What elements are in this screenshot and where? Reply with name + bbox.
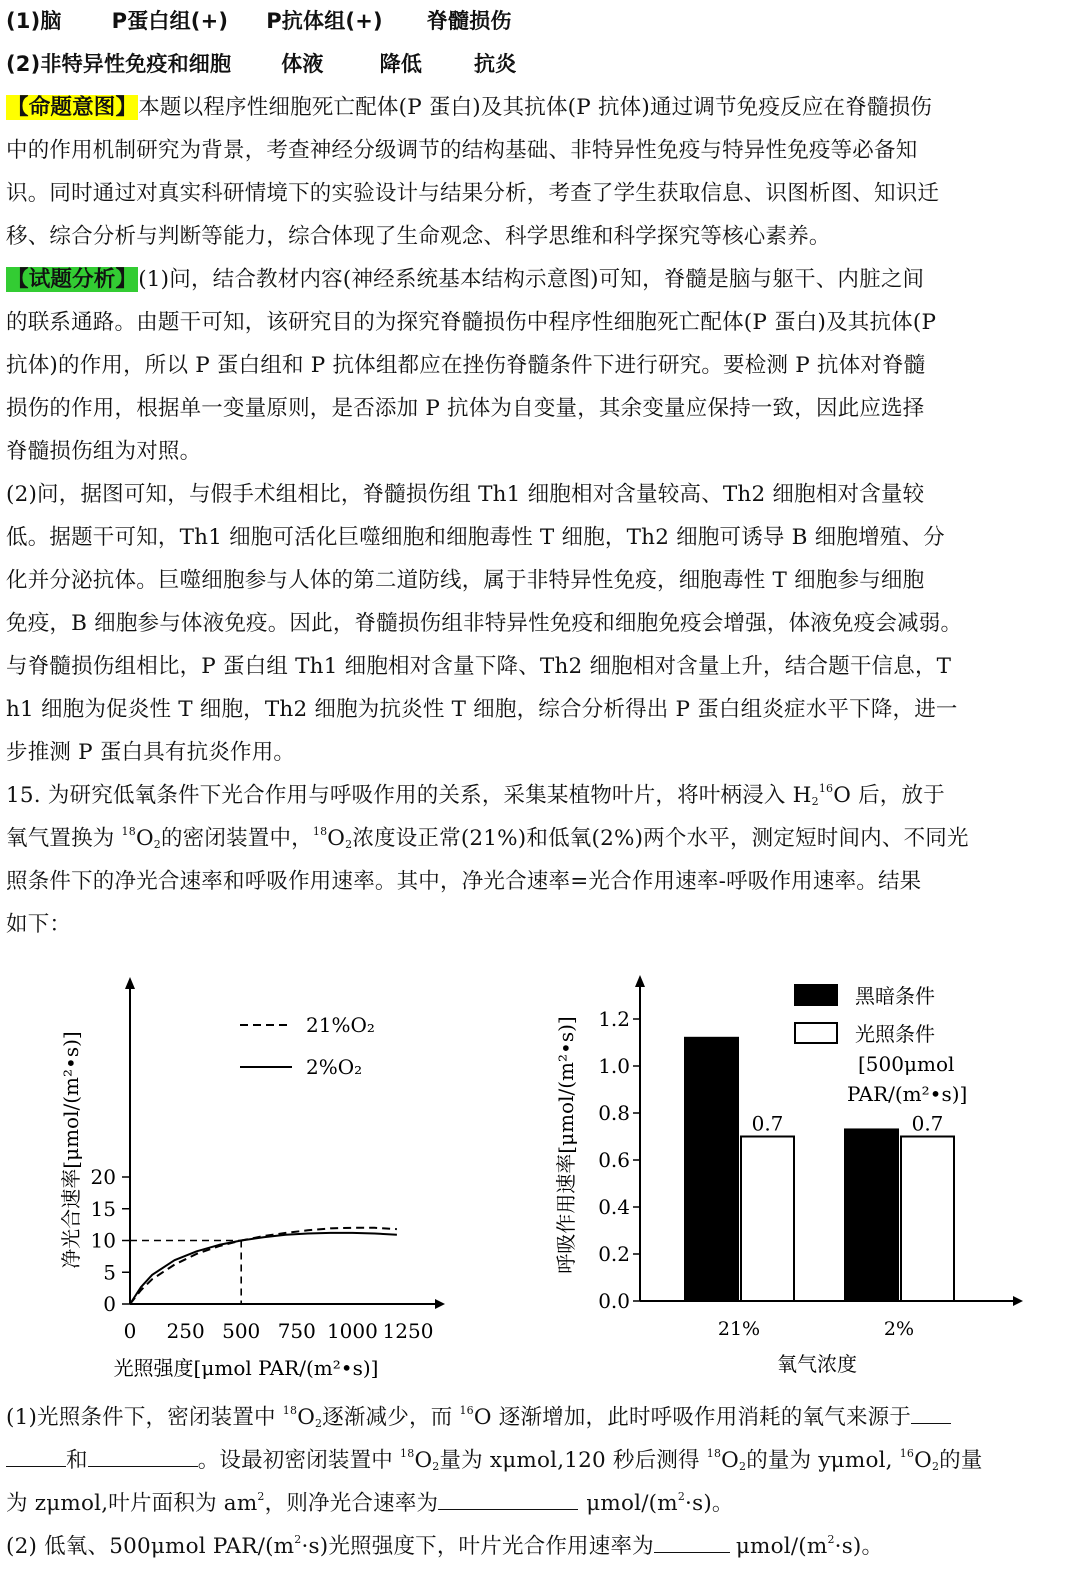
- q-text: O 后，放于: [833, 783, 945, 808]
- analysis-line-12: 步推测 P 蛋白具有抗炎作用。: [6, 740, 296, 765]
- answer-2-c: 抗炎: [474, 52, 517, 76]
- analysis-line-9: 免疫，B 细胞参与体液免疫。因此，脊髓损伤组非特异性免疫和细胞免疫会增强，体液免疫会减弱。: [6, 611, 963, 636]
- bar-2-2: [901, 1137, 954, 1302]
- y-axis-arrow: [125, 977, 135, 989]
- bar-2-1: [741, 1137, 794, 1302]
- net-photosynthesis-line-chart: [40, 965, 460, 1390]
- legend-note-1: [500μmol: [858, 1052, 955, 1076]
- answer-2-prefix: (2)非特异性免疫和细胞: [6, 52, 232, 76]
- question-line-3: 照条件下的净光合速率和呼吸作用速率。其中，净光合速率=光合作用速率-呼吸作用速率。结果: [6, 869, 922, 894]
- intent-line-4: 移、综合分析与判断等能力，综合体现了生命观念、科学思维和科学探究等核心素养。: [6, 224, 831, 249]
- x-tick-label: 1000: [326, 1319, 378, 1343]
- q-sup: 18: [121, 825, 136, 838]
- y-tick-label: 10: [90, 1228, 116, 1253]
- y-axis-arrow: [635, 975, 645, 987]
- subq-1-line-3: [6, 1482, 734, 1525]
- y-tick-label: 0.2: [598, 1242, 630, 1266]
- x-tick-label: 250: [166, 1319, 205, 1343]
- subq-sup: 18: [400, 1447, 415, 1460]
- intent-line-2: 中的作用机制研究为背景，考查神经分级调节的结构基础、非特异性免疫与特异性免疫等必备知: [6, 138, 918, 163]
- subq-text: O: [414, 1448, 433, 1473]
- subq-text: 逐渐减少，而: [322, 1405, 460, 1430]
- answer-line-2: [6, 43, 516, 86]
- answer-line-1: [6, 0, 512, 43]
- y-axis-label: 净光合速率[μmol/(m²•s)]: [59, 1031, 83, 1269]
- subq-text: 为 zμmol,叶片面积为 am: [6, 1491, 258, 1516]
- y-tick-label: 15: [90, 1196, 116, 1221]
- y-tick-label: 0.8: [598, 1101, 630, 1125]
- subq-text: (2) 低氧、500μmol PAR/(m: [6, 1534, 295, 1559]
- subq-sup: 18: [706, 1447, 722, 1460]
- subq-text: ，则净光合速率为: [264, 1491, 439, 1516]
- analysis-line-5: 脊髓损伤组为对照。: [6, 439, 202, 464]
- q-sub: 2: [153, 838, 161, 851]
- analysis-line-3: 抗体)的作用，所以 P 蛋白组和 P 抗体组都应在挫伤脊髓条件下进行研究。要检测 P 抗体对脊髓: [6, 353, 926, 378]
- subq-sub: 2: [739, 1460, 747, 1473]
- analysis-line-10: 与脊髓损伤组相比，P 蛋白组 Th1 细胞相对含量下降、Th2 细胞相对含量上升，结合题干信息，T: [6, 654, 952, 679]
- subq-1-line-2: [6, 1439, 983, 1482]
- subq-sub: 2: [931, 1460, 940, 1473]
- q-sub: 2: [345, 838, 353, 851]
- data-label: 0.7: [751, 1111, 784, 1136]
- q-sub: 2: [811, 795, 819, 808]
- subq-sub: 2: [432, 1460, 440, 1473]
- answer-1-b: P抗体组(+): [266, 9, 383, 33]
- y-tick-label: 20: [90, 1165, 116, 1189]
- subq-text: 。设最初密闭装置中: [197, 1448, 401, 1473]
- subq-text: ·s)光照强度下，叶片光合作用速率为: [301, 1534, 654, 1559]
- x-axis-label: 氧气浓度: [777, 1352, 857, 1376]
- x-axis-label: 光照强度[μmol PAR/(m²•s)]: [113, 1356, 379, 1380]
- subq-text: (1)光照条件下，密闭装置中: [6, 1405, 283, 1430]
- subq-text: O: [297, 1405, 316, 1430]
- intent-line-3: 识。同时通过对真实科研情境下的实验设计与结果分析，考查了学生获取信息、识图析图、知识迁: [6, 181, 940, 206]
- intent-text-1: 本题以程序性细胞死亡配体(P 蛋白)及其抗体(P 抗体)通过调节免疫反应在脊髓损伤: [138, 95, 933, 120]
- legend-label-1: 黑暗条件: [855, 984, 935, 1008]
- bar-1-2: [845, 1129, 898, 1301]
- answer-blank-1a[interactable]: [911, 1401, 951, 1424]
- q-sup: 16: [818, 782, 834, 795]
- answer-2-a: 体液: [281, 52, 324, 76]
- analysis-line-7: 低。据题干可知，Th1 细胞可活化巨噬细胞和细胞毒性 T 细胞，Th2 细胞可诱导 B 细胞增殖、分: [6, 525, 945, 550]
- x-tick-label: 500: [222, 1319, 261, 1343]
- y-tick-label: 1.0: [598, 1054, 630, 1078]
- q-sup: 18: [312, 825, 328, 838]
- y-tick-label: 0: [103, 1292, 116, 1316]
- intent-line-1: [6, 86, 932, 129]
- subq-sup: 2: [677, 1490, 686, 1503]
- answer-1-a: P蛋白组(+): [111, 9, 229, 33]
- analysis-line-2: 的联系通路。由题干可知，该研究目的为探究脊髓损伤中程序性细胞死亡配体(P 蛋白)及其抗体(P: [6, 310, 937, 335]
- y-tick-label: 5: [103, 1260, 116, 1285]
- y-tick-label: 0.4: [598, 1195, 630, 1219]
- subq-sup: 2: [827, 1533, 835, 1546]
- q-text: 的密闭装置中，: [160, 826, 313, 851]
- answer-1-prefix: (1)脑: [6, 9, 62, 33]
- answer-blank-2[interactable]: [88, 1444, 198, 1467]
- subq-text: 的量: [939, 1448, 983, 1473]
- x-tick-label: 1250: [382, 1319, 434, 1343]
- x-axis-arrow: [1013, 1296, 1023, 1306]
- legend-label-1: 21%O₂: [306, 1013, 375, 1037]
- subq-sup: 2: [257, 1490, 265, 1503]
- answer-blank-1b[interactable]: [6, 1444, 66, 1467]
- question-line-4: 如下：: [6, 912, 72, 937]
- subq-text: μmol/(m: [586, 1491, 678, 1516]
- series-line-1: [130, 1228, 397, 1304]
- q-text: 氧气置换为: [6, 826, 122, 851]
- q-text: O: [135, 826, 154, 851]
- subq-sup: 16: [899, 1447, 915, 1460]
- legend-swatch-1: [795, 985, 837, 1005]
- subq-1-line-1: [6, 1396, 951, 1439]
- legend-label-2: 光照条件: [855, 1022, 935, 1046]
- analysis-line-6: (2)问，据图可知，与假手术组相比，脊髓损伤组 Th1 细胞相对含量较高、Th2 细胞相对含量较: [6, 482, 925, 507]
- subq-text: O: [721, 1448, 739, 1473]
- answer-blank-4[interactable]: [654, 1530, 730, 1553]
- subq-text: O 逐渐增加，此时呼吸作用消耗的氧气来源于: [473, 1405, 912, 1430]
- analysis-tag: 【试题分析】: [7, 267, 138, 292]
- q-text: 浓度设正常(21%)和低氧(2%)两个水平，测定短时间内、不同光: [352, 826, 969, 851]
- subq-2-line-1: [6, 1525, 883, 1568]
- analysis-line-11: h1 细胞为促炎性 T 细胞，Th2 细胞为抗炎性 T 细胞，综合分析得出 P 蛋白组炎症水平下降，进一: [6, 697, 958, 722]
- legend-note-2: PAR/(m²•s)]: [847, 1082, 968, 1106]
- x-axis-arrow: [435, 1299, 445, 1309]
- subq-text: ·s)。: [685, 1491, 734, 1516]
- analysis-text-1: (1)问，结合教材内容(神经系统基本结构示意图)可知，脊髓是脑与躯干、内脏之间: [138, 267, 925, 292]
- bar-1-1: [685, 1038, 738, 1301]
- x-tick-label: 0: [123, 1319, 137, 1343]
- question-line-1: [6, 774, 945, 817]
- subq-text: 量为 xμmol,120 秒后测得: [439, 1448, 707, 1473]
- q-text: O: [327, 826, 346, 851]
- subq-text: O: [914, 1448, 932, 1473]
- category-label: 2%: [883, 1318, 915, 1340]
- question-line-2: [6, 817, 969, 860]
- subq-sup: 2: [294, 1533, 302, 1546]
- y-tick-label: 0.0: [598, 1289, 630, 1313]
- subq-text: μmol/(m: [735, 1534, 828, 1559]
- intent-tag: 【命题意图】: [7, 95, 138, 120]
- category-label: 21%: [717, 1318, 761, 1340]
- q-text: 15. 为研究低氧条件下光合作用与呼吸作用的关系，采集某植物叶片，将叶柄浸入 H: [6, 783, 812, 808]
- subq-sup: 18: [282, 1404, 298, 1417]
- subq-text: ·s)。: [834, 1534, 884, 1559]
- analysis-line-1: [6, 258, 924, 301]
- legend-swatch-2: [795, 1023, 837, 1043]
- y-tick-label: 1.2: [598, 1007, 630, 1031]
- answer-1-c: 脊髓损伤: [426, 9, 512, 33]
- x-tick-label: 750: [277, 1319, 316, 1343]
- subq-sub: 2: [315, 1417, 323, 1430]
- data-label: 0.7: [911, 1111, 944, 1136]
- y-axis-label: 呼吸作用速率[μmol/(m²•s)]: [554, 1016, 578, 1274]
- subq-text: 的量为 yμmol,: [746, 1448, 900, 1473]
- answer-blank-3[interactable]: [438, 1487, 578, 1510]
- answer-2-b: 降低: [379, 52, 423, 76]
- legend-label-2: 2%O₂: [306, 1055, 363, 1079]
- analysis-line-4: 损伤的作用，根据单一变量原则，是否添加 P 抗体为自变量，其余变量应保持一致，因此应选择: [6, 396, 925, 421]
- y-tick-label: 0.6: [598, 1148, 630, 1172]
- subq-sup: 16: [459, 1404, 474, 1417]
- respiration-bar-chart: [545, 965, 1045, 1390]
- subq-text: 和: [66, 1448, 88, 1473]
- analysis-line-8: 化并分泌抗体。巨噬细胞参与人体的第二道防线，属于非特异性免疫，细胞毒性 T 细胞参与细胞: [6, 568, 925, 593]
